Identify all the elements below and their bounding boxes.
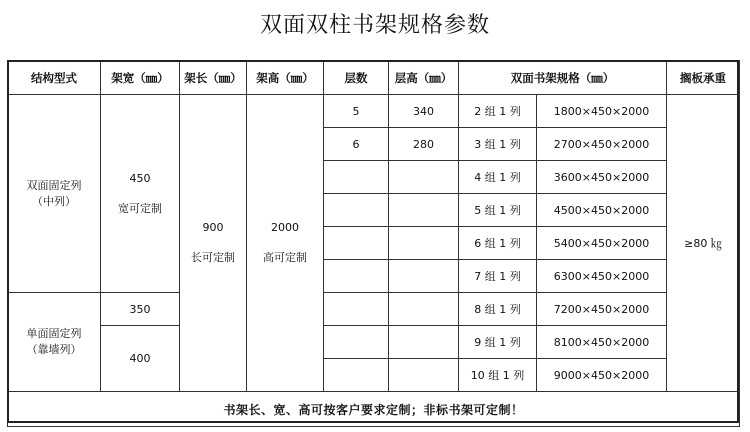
- structure-double-sub: （中列）: [32, 194, 76, 208]
- header-length: 架长（㎜）: [180, 61, 247, 95]
- width-custom-label: 宽可定制: [118, 201, 162, 215]
- spec-group: 4 组 1 列: [459, 161, 537, 194]
- width-double-value: 450: [129, 171, 151, 185]
- height-custom-label: 高可定制: [263, 251, 307, 264]
- page-title: 双面双柱书架规格参数: [259, 13, 490, 38]
- spec-size: 1800×450×2000: [537, 95, 667, 128]
- spec-group: 5 组 1 列: [459, 194, 537, 227]
- footer-note: 书架长、宽、高可按客户要求定制；非标书架可定制！: [8, 392, 740, 427]
- header-structure: 结构型式: [8, 61, 101, 95]
- structure-single-label: 单面固定列: [26, 327, 82, 340]
- length-custom-label: 长可定制: [191, 251, 235, 264]
- spec-size: 4500×450×2000: [537, 194, 667, 227]
- structure-single-sub: （靠墙列）: [26, 343, 82, 356]
- spec-size: 9000×450×2000: [537, 359, 667, 392]
- spec-group: 6 组 1 列: [459, 227, 537, 260]
- length-value: 900: [202, 221, 224, 234]
- load-cell: ≥80 ㎏: [667, 95, 740, 392]
- spec-size: 6300×450×2000: [537, 260, 667, 293]
- spec-size: 5400×450×2000: [537, 227, 667, 260]
- header-load: 搁板承重: [667, 61, 740, 95]
- header-width: 架宽（㎜）: [101, 61, 180, 95]
- layer-count: 5: [324, 95, 389, 128]
- header-spec: 双面书架规格（㎜）: [459, 61, 667, 95]
- structure-double-label: 双面固定列: [26, 178, 82, 192]
- spec-group: 2 组 1 列: [459, 95, 537, 128]
- spec-size: 7200×450×2000: [537, 293, 667, 326]
- width-single-a: 350: [101, 293, 180, 326]
- width-single-b: 400: [101, 326, 180, 392]
- layer-height: 340: [389, 95, 459, 128]
- layer-height: 280: [389, 128, 459, 161]
- spec-size: 8100×450×2000: [537, 326, 667, 359]
- header-layer-height: 层高（㎜）: [389, 61, 459, 95]
- spec-group: 3 组 1 列: [459, 128, 537, 161]
- spec-group: 8 组 1 列: [459, 293, 537, 326]
- layer-count: 6: [324, 128, 389, 161]
- header-height: 架高（㎜）: [247, 61, 324, 95]
- header-layers: 层数: [324, 61, 389, 95]
- height-value: 2000: [271, 221, 299, 234]
- spec-group: 9 组 1 列: [459, 326, 537, 359]
- spec-size: 3600×450×2000: [537, 161, 667, 194]
- spec-group: 7 组 1 列: [459, 260, 537, 293]
- spec-group: 10 组 1 列: [459, 359, 537, 392]
- table-frame: [7, 60, 739, 423]
- spec-size: 2700×450×2000: [537, 128, 667, 161]
